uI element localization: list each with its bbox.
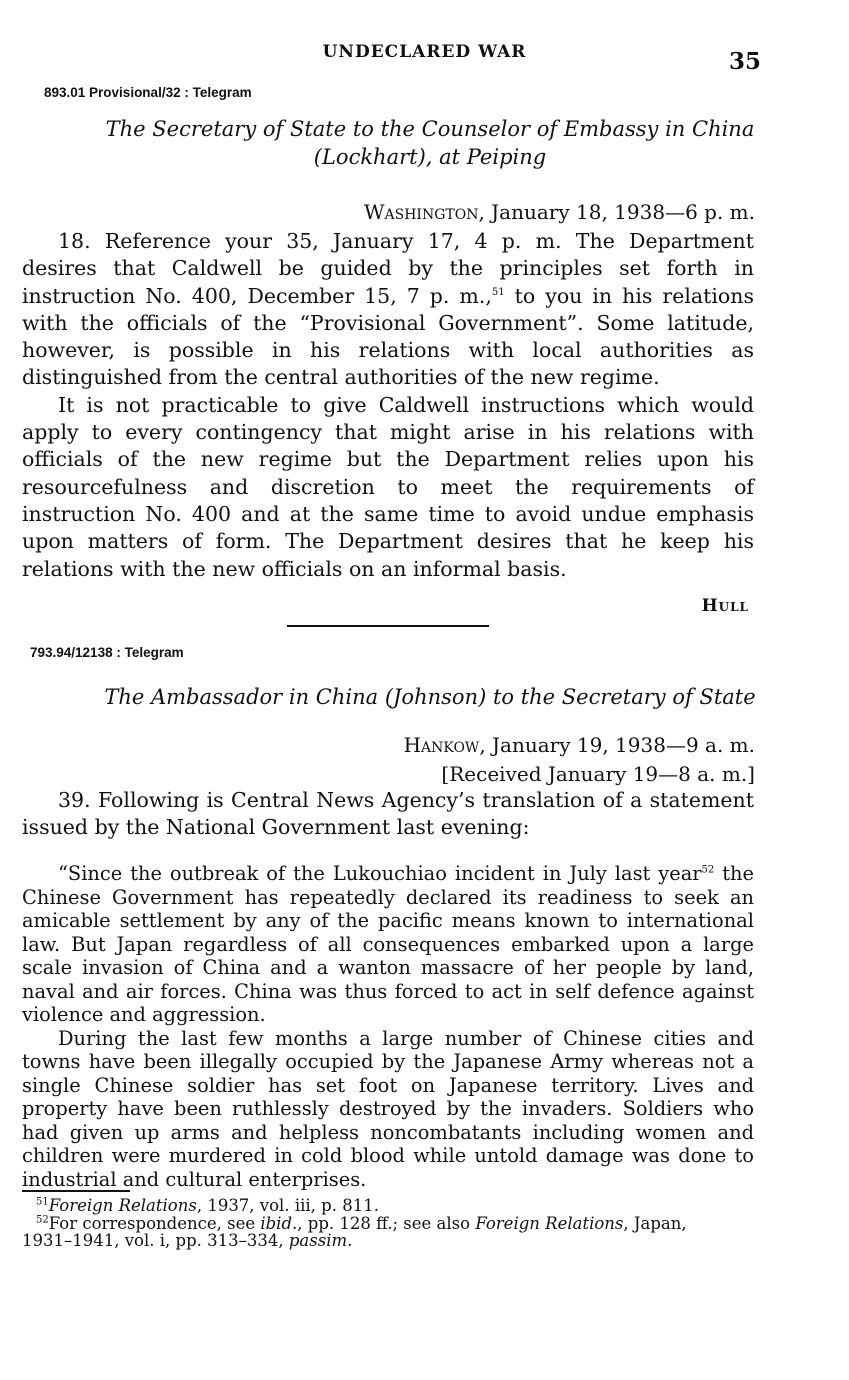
paragraph-text: to you in his relations with the officials of the “Provisional Government”. Some latitude, however, is possible in his relations with local authorities as distinguished from the central authorities of the new regime.: [22, 283, 754, 390]
footnote-mark: 52: [36, 1214, 49, 1225]
footnote-passim: passim.: [288, 1231, 353, 1250]
dateline-2: [404, 731, 755, 789]
paragraph: 39. Following is Central News Agency’s translation of a statement issued by the National Government last evening:: [22, 788, 754, 840]
paragraph: [22, 228, 754, 392]
footnote-reference: 51: [491, 286, 505, 298]
title-line-2: (Lockhart), at Peiping: [313, 145, 547, 169]
footnote-51: [22, 1197, 757, 1215]
footnote-title: Foreign Relations: [48, 1196, 197, 1215]
document-title-1: [40, 115, 820, 171]
file-reference-1: 893.01 Provisional/32 : Telegram: [44, 85, 252, 100]
paragraph-text: 18. Reference your 35, January 17, 4 p. m. The Department desires that Caldwell be guided by the principles set forth in instruction No. 400, December 15, 7 p. m.,: [22, 229, 754, 308]
footnote-ibid: ibid.: [260, 1213, 298, 1233]
dateline-date: , January 19, 1938—9 a. m.: [479, 733, 755, 757]
dateline-1: [364, 198, 755, 227]
document-title-2: The Ambassador in China (Johnson) to the Secretary of State: [104, 685, 756, 709]
footnote-mark: 51: [36, 1196, 49, 1208]
footnote-text: For correspondence, see: [48, 1213, 261, 1233]
running-head: UNDECLARED WAR: [322, 42, 527, 62]
footnote-52: [22, 1215, 757, 1233]
telegram-body-1: [22, 228, 754, 583]
dateline-date: , January 18, 1938—6 p. m.: [478, 200, 755, 224]
paragraph: It is not practicable to give Caldwell instructions which would apply to every contingency that might arise in his relations with officials of the new regime but the Department relies upon his resourcefulness and discretion to meet the requirements of instruction No. 400 and at the same time to avoid undue emphasis upon matters of form. The Department desires that he keep his relations with the new officials on an informal basis.: [22, 392, 754, 581]
received-line: [Received January 19—8 a. m.]: [441, 762, 755, 786]
footnote-text: , Japan,: [623, 1213, 687, 1233]
section-divider: [287, 625, 489, 627]
signature: Hull: [701, 596, 749, 616]
title-line-1: The Secretary of State to the Counselor of Embassy in China: [105, 117, 755, 141]
footnote-text: , pp. 128 ff.; see also: [297, 1213, 476, 1233]
telegram-body-2: [22, 787, 754, 842]
footnote-rule: [22, 1190, 130, 1192]
footnote-52-continued: [22, 1232, 757, 1250]
footnote-title: Foreign Relations: [475, 1213, 624, 1233]
paragraph: [22, 862, 754, 1027]
dateline-place: Washington: [363, 200, 479, 224]
paragraph-text: “Since the outbreak of the Lukouchiao incident in July last year: [58, 862, 702, 885]
footnote-reference: 52: [701, 864, 715, 876]
footnotes: [22, 1197, 757, 1250]
quoted-statement: [22, 862, 754, 1191]
page-number: 35: [728, 48, 761, 75]
file-reference-2: 793.94/12138 : Telegram: [30, 645, 184, 660]
footnote-text: , 1937, vol. iii, p. 811.: [196, 1196, 379, 1215]
footnote-text: 1931–1941, vol. i, pp. 313–334,: [22, 1231, 289, 1250]
paragraph-text: the Chinese Government has repeatedly declared its readiness to seek an amicable settlement by any of the pacific means known to international law. But Japan regardless of all consequences embarked upon a large scale invasion of China and a wanton massacre of her people by land, naval and air forces. China was thus forced to act in self defence against violence and aggression.: [22, 862, 755, 1026]
dateline-place: Hankow: [403, 733, 480, 757]
paragraph: During the last few months a large number of Chinese cities and towns have been illegally occupied by the Japanese Army whereas not a single Chinese soldier has set foot on Japanese territory. Lives and property have been ruthlessly destroyed by the invaders. Soldiers who had given up arms and helpless noncombatants including women and children were murdered in cold blood while untold damage was done to industrial and cultural enterprises.: [22, 1026, 754, 1191]
